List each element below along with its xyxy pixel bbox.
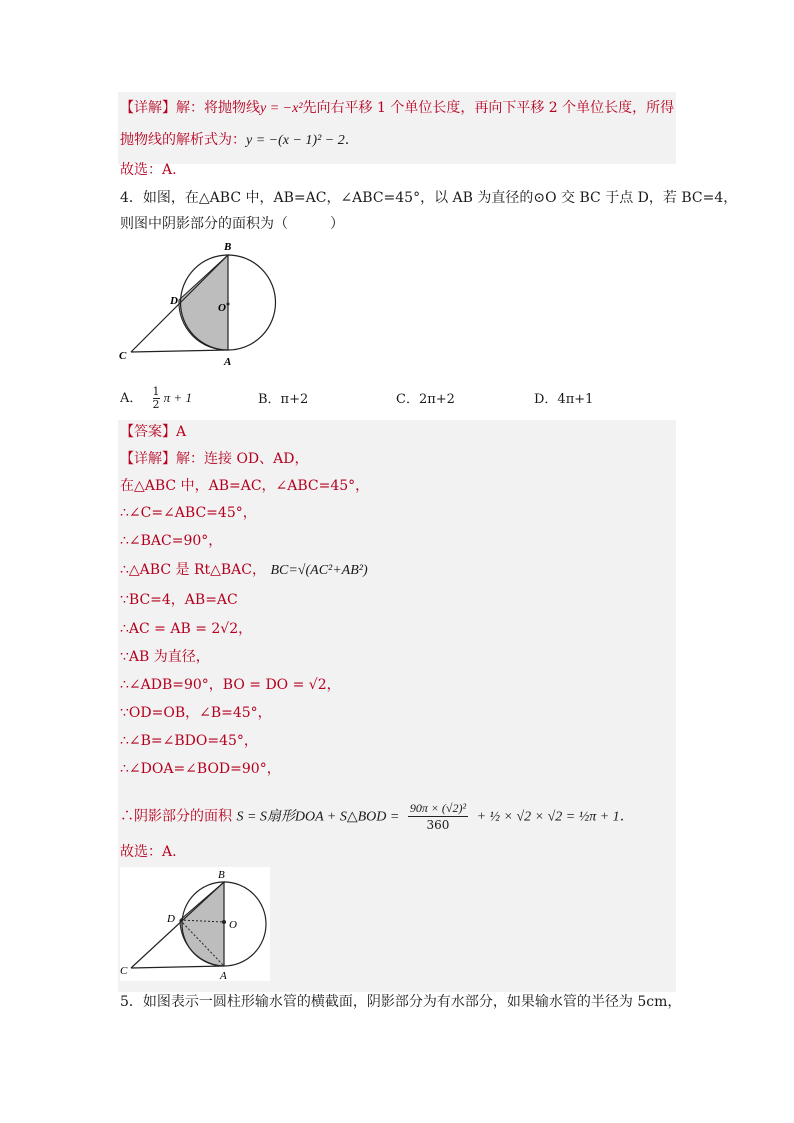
q4-line-1: 4．如图，在△ABC 中，AB=AC，∠ABC=45°，以 AB 为直径的⊙O 交 BC 于点 D，若 BC=4，	[120, 190, 738, 206]
answer-label: 【答案】A	[120, 424, 187, 440]
option-a-label: A．	[120, 391, 143, 406]
prev-text: .	[344, 132, 350, 148]
label-c: C	[119, 350, 127, 362]
label-a: A	[224, 356, 232, 368]
step-4-text: ∴△ABC 是 Rt△BAC，	[120, 562, 266, 578]
option-b[interactable]: B．π+2	[258, 392, 309, 407]
step-12-end: .	[619, 808, 625, 825]
option-a-tail: π + 1	[163, 390, 192, 405]
step-4-math: BC=√(AC²+AB²)	[270, 563, 368, 578]
prev-line-1	[120, 98, 674, 119]
step-5: ∵BC=4，AB=AC	[120, 592, 238, 608]
label-d: D	[170, 295, 178, 307]
detail-line: 【详解】解：连接 OD、AD，	[120, 451, 309, 467]
option-d[interactable]: D．4π+1	[534, 392, 594, 407]
solution-figure	[120, 867, 270, 981]
solution-label-b: B	[218, 869, 225, 881]
q5-line-1: 5．如图表示一圆柱形输水管的横截面，阴影部分为有水部分，如果输水管的半径为 5cm，	[120, 994, 682, 1010]
step-12-den: 360	[426, 818, 450, 832]
option-a-den: 2	[152, 398, 160, 411]
solution-label-d: D	[167, 913, 175, 925]
step-12-tail: + ½ × √2 × √2 = ½π + 1	[476, 809, 620, 825]
solution-shaded	[180, 882, 224, 966]
segment-ca	[131, 350, 228, 352]
option-a[interactable]	[120, 386, 192, 411]
solution-label-o: O	[229, 919, 237, 931]
step-4	[120, 560, 368, 581]
center-point	[227, 303, 230, 306]
step-6: ∴AC = AB = 2√2，	[120, 621, 253, 637]
prev-text: 【详解】解：将抛物线	[120, 100, 260, 116]
step-12	[120, 800, 624, 833]
step-9: ∵OD=OB，∠B=45°，	[120, 705, 272, 721]
step-3: ∴∠BAC=90°，	[120, 533, 223, 549]
answer-choose: 故选：A.	[120, 844, 177, 860]
solution-center	[222, 920, 226, 924]
prev-math: y = −(x − 1)² − 2	[246, 133, 345, 148]
step-2: ∴∠C=∠ABC=45°，	[120, 505, 257, 521]
prev-text: 先向右平移 1 个单位长度，再向下平移 2 个单位长度，所得	[302, 100, 675, 116]
solution-label-c: C	[120, 965, 128, 977]
step-8: ∴∠ADB=90°，BO = DO = √2，	[120, 677, 341, 693]
q4-figure	[116, 238, 286, 368]
solution-ca	[131, 966, 224, 968]
option-a-num: 1	[152, 385, 160, 398]
step-12-formula: S = S扇形DOA + S△BOD =	[236, 809, 400, 825]
prev-math: y = −x²	[260, 101, 303, 116]
solution-label-a: A	[220, 970, 227, 981]
prev-choose: 故选：A.	[120, 162, 177, 178]
step-7: ∵AB 为直径，	[120, 649, 210, 665]
label-b: B	[224, 241, 232, 253]
step-1: 在△ABC 中，AB=AC，∠ABC=45°，	[120, 478, 370, 494]
label-o: O	[218, 302, 226, 314]
option-c[interactable]: C．2π+2	[396, 392, 455, 407]
step-11: ∴∠DOA=∠BOD=90°，	[120, 761, 281, 777]
prev-line-2	[120, 130, 349, 151]
prev-text: 抛物线的解析式为：	[120, 132, 246, 148]
step-10: ∴∠B=∠BDO=45°，	[120, 733, 258, 749]
step-12-text: ∴阴影部分的面积	[120, 808, 232, 825]
step-12-num: 90π × (√2)²	[409, 801, 467, 815]
prev-answer-block	[118, 92, 676, 164]
q4-line-2: 则图中阴影部分的面积为（ ）	[120, 216, 344, 232]
